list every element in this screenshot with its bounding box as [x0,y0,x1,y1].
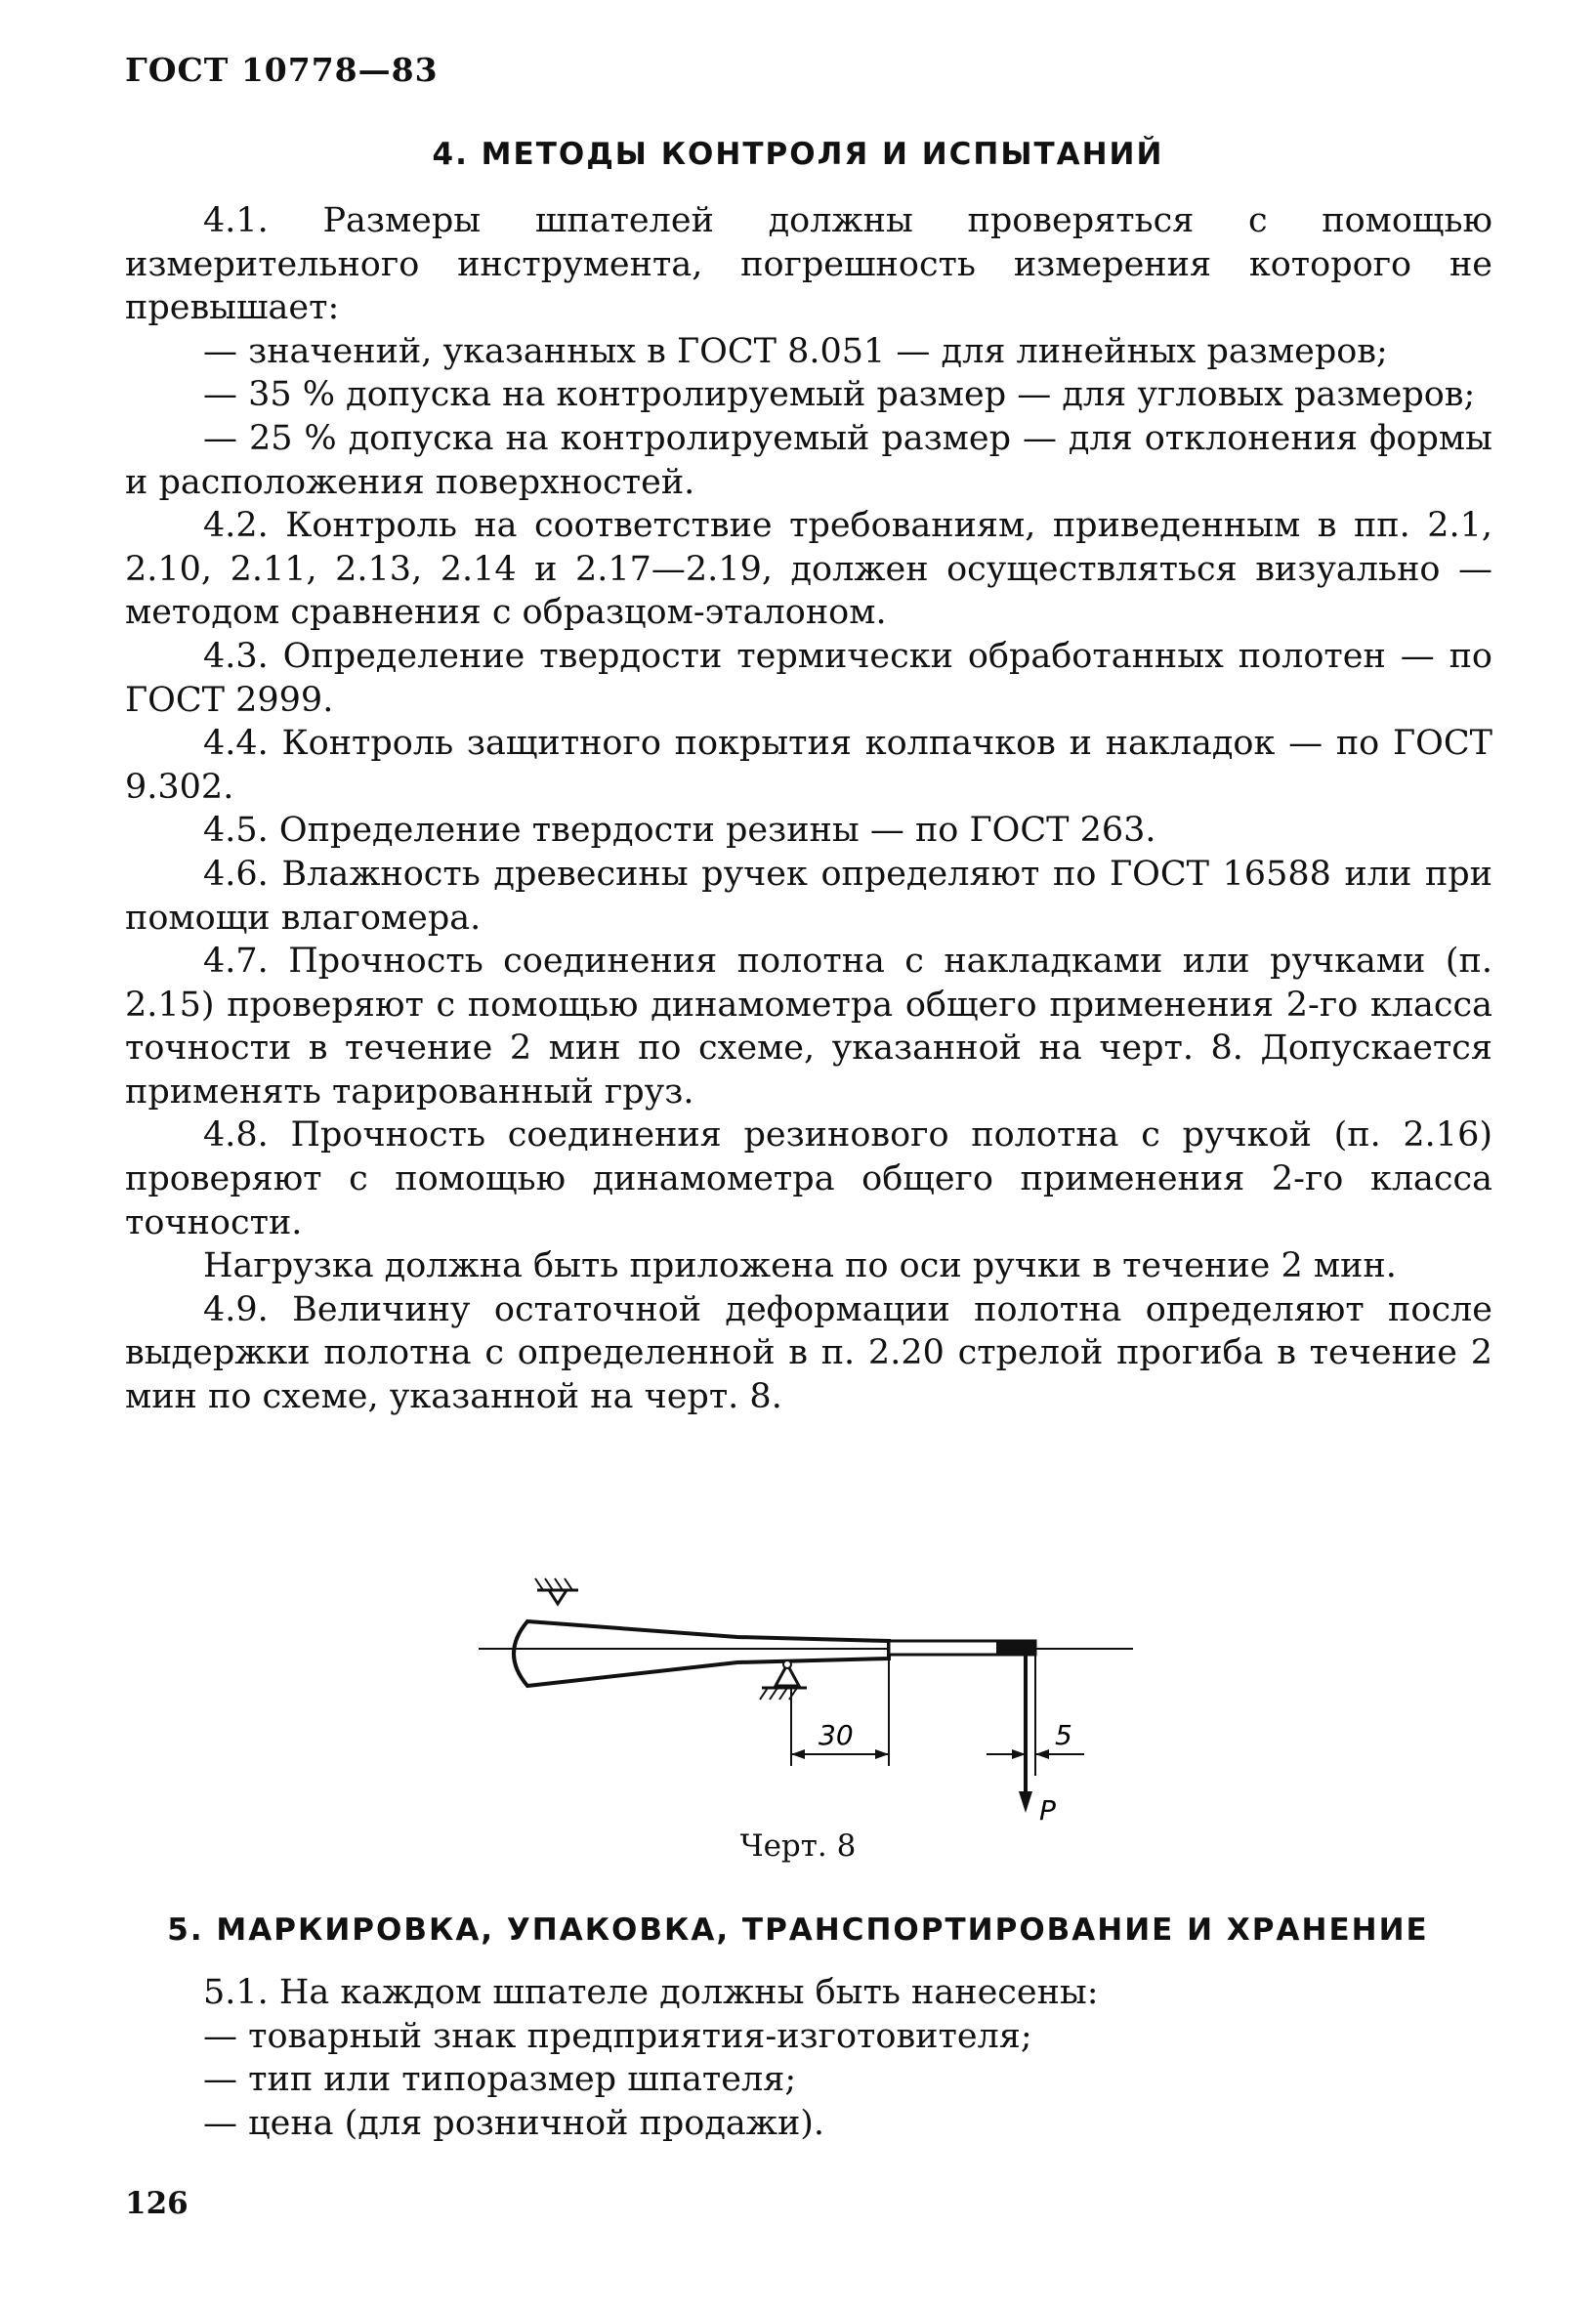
list-item: — тип или типоразмер шпателя; [203,2060,797,2100]
section-5-title: 5. МАРКИРОВКА, УПАКОВКА, ТРАНСПОРТИРОВАНИЕ И ХРАНЕНИЕ [167,1912,1429,1948]
list-item: — 25 % допуска на контролируемый размер — для отклонения формы и расположения поверхностей. [125,418,1492,502]
dimension-30-label: 30 [819,1719,854,1751]
force-label: P [1039,1794,1056,1825]
list-item: — цена (для розничной продажи). [203,2103,825,2143]
hatch [760,1688,768,1700]
arrowhead [791,1749,805,1759]
document-code: ГОСТ 10778—83 [125,51,439,89]
hatch [779,1688,787,1700]
paragraph-4-3: 4.3. Определение твердости термически обработанных полотен — по ГОСТ 2999. [125,636,1492,720]
support-pin [783,1660,791,1668]
paragraph-4-1: 4.1. Размеры шпателей должны проверяться с помощью измерительного инструмента, погрешность измерения которого не превышает: [125,201,1492,328]
arrowhead [1035,1749,1049,1759]
section-4-title: 4. МЕТОДЫ КОНТРОЛЯ И ИСПЫТАНИЙ [432,137,1164,172]
paragraph-4-8: 4.8. Прочность соединения резинового полотна с ручкой (п. 2.16) проверяют с помощью динамометра общего применения 2-го класса точности. [125,1115,1492,1242]
arrowhead [1012,1749,1026,1759]
paragraph-4-2: 4.2. Контроль на соответствие требованиям, приведенным в пп. 2.1, 2.10, 2.11, 2.13, 2.14 и 2.17—2.19, должен осуществляться визуально — методом сравнения с образцом-эталоном. [125,506,1492,633]
paragraph-load: Нагрузка должна быть приложена по оси ручки в течение 2 мин. [203,1246,1397,1286]
list-item: — товарный знак предприятия-изготовителя; [203,2016,1032,2056]
figure-caption: Черт. 8 [739,1828,857,1864]
paragraph-4-9: 4.9. Величину остаточной деформации полотна определяют после выдержки полотна с определенной в п. 2.20 стрелой прогиба в течение 2 мин по схеме, указанной на черт. 8. [125,1289,1492,1417]
blade-clamp [996,1641,1035,1655]
force-arrowhead [1019,1791,1032,1813]
paragraph-4-4: 4.4. Контроль защитного покрытия колпачков и накладок — по ГОСТ 9.302. [125,724,1492,807]
paragraph-5-1: 5.1. На каждом шпателе должны быть нанесены: [203,1973,1099,2012]
page-number: 126 [125,2186,189,2221]
hatch [535,1578,543,1590]
handle-outline [514,1621,889,1686]
hatch [545,1578,553,1590]
arrowhead [875,1749,889,1759]
hatch [555,1578,563,1590]
section-5-body [125,1971,1492,2145]
list-item: — значений, указанных в ГОСТ 8.051 — для линейных размеров; [203,331,1388,371]
dimension-5-label: 5 [1055,1719,1072,1751]
hatch [770,1688,777,1700]
section-4-body [125,199,1492,1419]
paragraph-4-5: 4.5. Определение твердости резины — по ГОСТ 263. [203,811,1156,851]
test-scheme-drawing [469,1571,1153,1825]
paragraph-4-7: 4.7. Прочность соединения полотна с накладками или ручками (п. 2.15) проверяют с помощью динамометра общего применения 2-го класса точности в течение 2 мин по схеме, указанной на черт. 8. Допускается применять тарированный груз. [125,942,1492,1112]
hatch [565,1578,572,1590]
top-support-triangle [549,1590,567,1604]
test-scheme-figure [469,1571,1153,1825]
list-item: — 35 % допуска на контролируемый размер — для угловых размеров; [203,375,1476,415]
paragraph-4-6: 4.6. Влажность древесины ручек определяют по ГОСТ 16588 или при помощи влагомера. [125,854,1492,938]
